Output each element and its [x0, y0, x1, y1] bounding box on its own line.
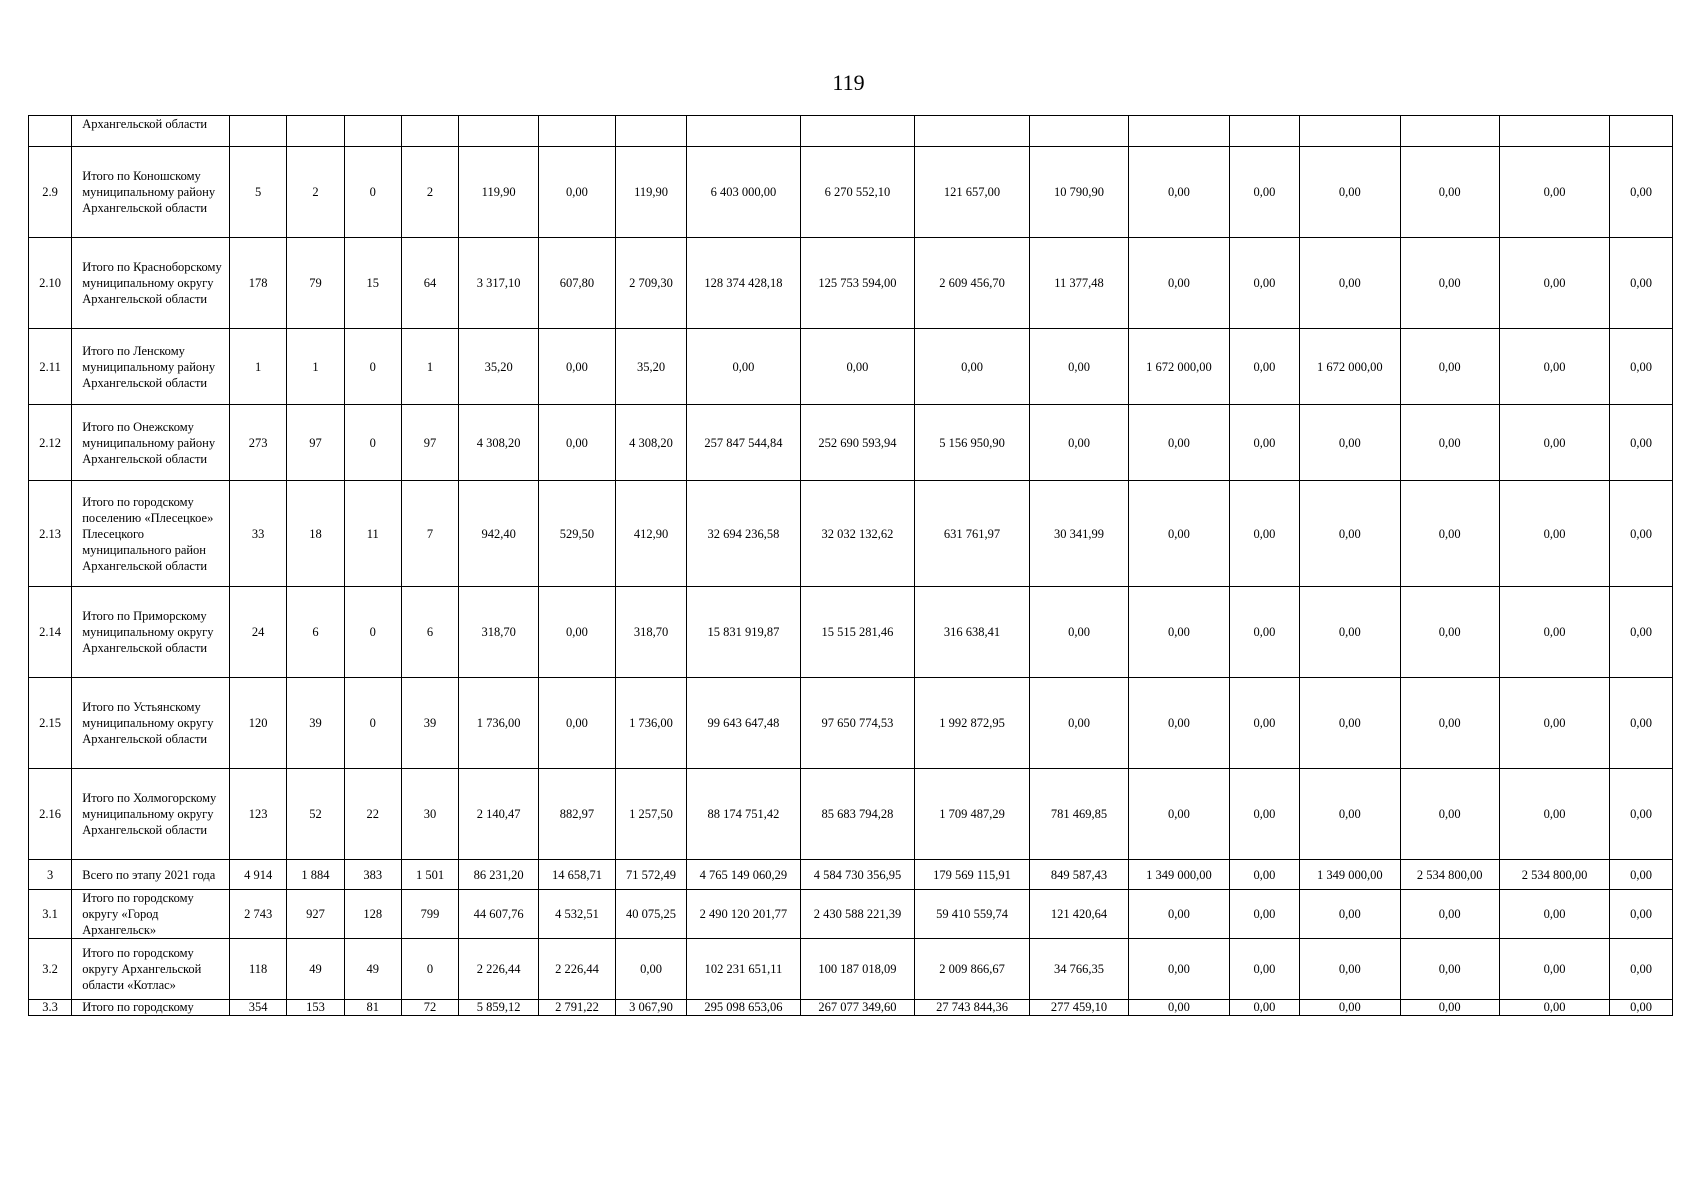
- table-cell: 0,00: [1400, 939, 1499, 1000]
- table-cell: 273: [230, 405, 287, 481]
- table-cell: 102 231 651,11: [687, 939, 800, 1000]
- table-cell: 0,00: [1300, 890, 1401, 939]
- table-cell: 0,00: [1610, 481, 1673, 587]
- table-cell: 0,00: [1499, 238, 1609, 329]
- table-cell: 0,00: [1300, 405, 1401, 481]
- table-cell: 0,00: [687, 329, 800, 405]
- table-cell: 0,00: [1610, 678, 1673, 769]
- table-cell: 15 515 281,46: [800, 587, 915, 678]
- table-cell: 1 736,00: [615, 678, 686, 769]
- table-cell: 1 349 000,00: [1300, 860, 1401, 890]
- row-name: Всего по этапу 2021 года: [72, 860, 230, 890]
- table-cell: 128: [344, 890, 401, 939]
- table-cell: 1 884: [287, 860, 344, 890]
- table-cell: [459, 116, 539, 147]
- row-number: 2.15: [29, 678, 72, 769]
- table-cell: 11: [344, 481, 401, 587]
- table-cell: 24: [230, 587, 287, 678]
- table-cell: 85 683 794,28: [800, 769, 915, 860]
- table-cell: 0,00: [1300, 769, 1401, 860]
- table-cell: 0,00: [1400, 405, 1499, 481]
- table-row: [29, 1000, 1673, 1016]
- table-cell: 71 572,49: [615, 860, 686, 890]
- table-cell: 0,00: [1610, 587, 1673, 678]
- table-cell: 0,00: [615, 939, 686, 1000]
- table-cell: 0,00: [1499, 405, 1609, 481]
- table-cell: 0,00: [1129, 1000, 1230, 1016]
- table-cell: 0,00: [539, 329, 616, 405]
- row-name: Итого по Устьянскому муниципальному округу Архангельской области: [72, 678, 230, 769]
- table-cell: 99 643 647,48: [687, 678, 800, 769]
- table-cell: 125 753 594,00: [800, 238, 915, 329]
- table-cell: 0,00: [1499, 678, 1609, 769]
- table-cell: 64: [401, 238, 458, 329]
- table-cell: 121 657,00: [915, 147, 1030, 238]
- table-cell: 4 914: [230, 860, 287, 890]
- table-row: [29, 405, 1673, 481]
- table-cell: 0,00: [1499, 587, 1609, 678]
- table-cell: 22: [344, 769, 401, 860]
- table-cell: 0,00: [1229, 678, 1299, 769]
- table-cell: 383: [344, 860, 401, 890]
- row-name: Итого по городскому поселению «Плесецкое» Плесецкого муниципального район Архангельской области: [72, 481, 230, 587]
- table-cell: 0,00: [1499, 1000, 1609, 1016]
- table-cell: 2 609 456,70: [915, 238, 1030, 329]
- table-cell: 252 690 593,94: [800, 405, 915, 481]
- table-cell: 0,00: [1029, 405, 1128, 481]
- table-cell: [287, 116, 344, 147]
- row-name: Итого по Красноборскому муниципальному округу Архангельской области: [72, 238, 230, 329]
- table-cell: 4 765 149 060,29: [687, 860, 800, 890]
- table-cell: 2 791,22: [539, 1000, 616, 1016]
- table-cell: 1: [401, 329, 458, 405]
- table-cell: 7: [401, 481, 458, 587]
- table-cell: 2 430 588 221,39: [800, 890, 915, 939]
- table-cell: 2 226,44: [459, 939, 539, 1000]
- table-cell: 1 992 872,95: [915, 678, 1030, 769]
- table-cell: 607,80: [539, 238, 616, 329]
- table-cell: 0,00: [1400, 238, 1499, 329]
- table-cell: 0,00: [539, 678, 616, 769]
- table-cell: 2 534 800,00: [1499, 860, 1609, 890]
- table-cell: 0,00: [1300, 587, 1401, 678]
- table-cell: 15: [344, 238, 401, 329]
- table-cell: 0: [344, 405, 401, 481]
- table-cell: 0,00: [1610, 329, 1673, 405]
- table-cell: 27 743 844,36: [915, 1000, 1030, 1016]
- table-cell: 100 187 018,09: [800, 939, 915, 1000]
- table-cell: 0,00: [1229, 860, 1299, 890]
- table-cell: 0,00: [1400, 890, 1499, 939]
- table-cell: 120: [230, 678, 287, 769]
- row-name: Итого по Ленскому муниципальному району Архангельской области: [72, 329, 230, 405]
- table-cell: 10 790,90: [1029, 147, 1128, 238]
- table-cell: 0,00: [1229, 890, 1299, 939]
- table-cell: 0,00: [539, 147, 616, 238]
- table-cell: 49: [344, 939, 401, 1000]
- table-cell: 1: [230, 329, 287, 405]
- table-row: [29, 769, 1673, 860]
- table-cell: 97 650 774,53: [800, 678, 915, 769]
- table-cell: 0,00: [1129, 481, 1230, 587]
- table-cell: 32 694 236,58: [687, 481, 800, 587]
- row-number: 3.3: [29, 1000, 72, 1016]
- table-cell: 0,00: [1400, 329, 1499, 405]
- table-cell: 412,90: [615, 481, 686, 587]
- row-number: 3.2: [29, 939, 72, 1000]
- table-cell: 6 270 552,10: [800, 147, 915, 238]
- table-row: [29, 587, 1673, 678]
- row-number: 2.16: [29, 769, 72, 860]
- table-cell: 0,00: [1610, 769, 1673, 860]
- table-cell: 0,00: [1129, 147, 1230, 238]
- table-cell: 15 831 919,87: [687, 587, 800, 678]
- table-cell: 0,00: [1029, 587, 1128, 678]
- row-number: 2.12: [29, 405, 72, 481]
- table-cell: 0,00: [1300, 1000, 1401, 1016]
- table-cell: 257 847 544,84: [687, 405, 800, 481]
- table-cell: 88 174 751,42: [687, 769, 800, 860]
- row-number: 2.14: [29, 587, 72, 678]
- table-cell: [1229, 116, 1299, 147]
- table-cell: 0: [344, 329, 401, 405]
- table-cell: 14 658,71: [539, 860, 616, 890]
- row-name: Итого по городскому округу «Город Архангельск»: [72, 890, 230, 939]
- table-cell: 354: [230, 1000, 287, 1016]
- table-cell: 0: [344, 678, 401, 769]
- data-table: [28, 115, 1673, 1016]
- table-cell: [687, 116, 800, 147]
- table-cell: 529,50: [539, 481, 616, 587]
- row-name: Итого по Онежскому муниципальному району Архангельской области: [72, 405, 230, 481]
- table-cell: [615, 116, 686, 147]
- table-cell: 2 226,44: [539, 939, 616, 1000]
- table-cell: 0,00: [1129, 769, 1230, 860]
- table-cell: 0,00: [1129, 939, 1230, 1000]
- table-cell: 30: [401, 769, 458, 860]
- table-cell: 0,00: [1499, 147, 1609, 238]
- table-cell: 79: [287, 238, 344, 329]
- table-cell: 5 859,12: [459, 1000, 539, 1016]
- table-cell: 0,00: [1400, 769, 1499, 860]
- table-row: [29, 116, 1673, 147]
- table-cell: 0,00: [1610, 860, 1673, 890]
- table-row: [29, 939, 1673, 1000]
- table-cell: 1: [287, 329, 344, 405]
- table-cell: 0,00: [1400, 481, 1499, 587]
- table-cell: 318,70: [459, 587, 539, 678]
- table-cell: 0,00: [1129, 405, 1230, 481]
- table-cell: 0,00: [1610, 147, 1673, 238]
- table-cell: 0,00: [1029, 678, 1128, 769]
- table-cell: 2 743: [230, 890, 287, 939]
- table-cell: 2 709,30: [615, 238, 686, 329]
- table-cell: 0,00: [1129, 238, 1230, 329]
- table-cell: 0,00: [1400, 147, 1499, 238]
- table-cell: 2: [401, 147, 458, 238]
- table-cell: 119,90: [615, 147, 686, 238]
- table-cell: 0,00: [1229, 769, 1299, 860]
- table-cell: 0,00: [1499, 481, 1609, 587]
- table-row: [29, 678, 1673, 769]
- table-cell: 2 009 866,67: [915, 939, 1030, 1000]
- row-number: 2.13: [29, 481, 72, 587]
- table-cell: 0,00: [1229, 329, 1299, 405]
- table-cell: 0: [344, 147, 401, 238]
- row-number: [29, 116, 72, 147]
- row-number: 2.10: [29, 238, 72, 329]
- table-cell: 0: [344, 587, 401, 678]
- table-cell: 52: [287, 769, 344, 860]
- table-cell: 1 672 000,00: [1300, 329, 1401, 405]
- table-cell: 0,00: [1400, 587, 1499, 678]
- table-cell: 49: [287, 939, 344, 1000]
- table-cell: 33: [230, 481, 287, 587]
- table-cell: 35,20: [615, 329, 686, 405]
- table-cell: 0,00: [1610, 890, 1673, 939]
- table-cell: 32 032 132,62: [800, 481, 915, 587]
- table-cell: 2: [287, 147, 344, 238]
- table-cell: 59 410 559,74: [915, 890, 1030, 939]
- table-cell: [915, 116, 1030, 147]
- table-row: [29, 890, 1673, 939]
- table-cell: [1300, 116, 1401, 147]
- table-cell: 1 501: [401, 860, 458, 890]
- table-cell: 4 308,20: [615, 405, 686, 481]
- table-cell: 39: [287, 678, 344, 769]
- row-number: 2.9: [29, 147, 72, 238]
- row-number: 2.11: [29, 329, 72, 405]
- row-name: Итого по городскому округу Архангельской области «Котлас»: [72, 939, 230, 1000]
- table-cell: 2 490 120 201,77: [687, 890, 800, 939]
- table-row: [29, 860, 1673, 890]
- table-cell: 0,00: [1229, 238, 1299, 329]
- page-number: 119: [832, 70, 865, 95]
- table-cell: 153: [287, 1000, 344, 1016]
- table-cell: 0,00: [1129, 678, 1230, 769]
- table-cell: 3 067,90: [615, 1000, 686, 1016]
- table-cell: 0,00: [1129, 890, 1230, 939]
- row-name: Итого по Коношскому муниципальному району Архангельской области: [72, 147, 230, 238]
- table-cell: 0,00: [1400, 678, 1499, 769]
- table-cell: 0,00: [1610, 939, 1673, 1000]
- table-cell: [539, 116, 616, 147]
- table-cell: 277 459,10: [1029, 1000, 1128, 1016]
- table-cell: 1 672 000,00: [1129, 329, 1230, 405]
- table-cell: 86 231,20: [459, 860, 539, 890]
- table-cell: [1499, 116, 1609, 147]
- table-cell: 119,90: [459, 147, 539, 238]
- table-cell: 97: [401, 405, 458, 481]
- table-cell: 97: [287, 405, 344, 481]
- table-cell: 123: [230, 769, 287, 860]
- table-cell: 6: [287, 587, 344, 678]
- table-row: [29, 147, 1673, 238]
- table-cell: 0,00: [1610, 405, 1673, 481]
- table-cell: 0,00: [1499, 769, 1609, 860]
- table-cell: 128 374 428,18: [687, 238, 800, 329]
- table-cell: 11 377,48: [1029, 238, 1128, 329]
- table-cell: 18: [287, 481, 344, 587]
- table-cell: 5 156 950,90: [915, 405, 1030, 481]
- table-row: [29, 329, 1673, 405]
- table-cell: 0,00: [1229, 405, 1299, 481]
- table-cell: 295 098 653,06: [687, 1000, 800, 1016]
- table-cell: 0,00: [800, 329, 915, 405]
- table-cell: 118: [230, 939, 287, 1000]
- table-cell: 39: [401, 678, 458, 769]
- table-row: [29, 481, 1673, 587]
- table-cell: 121 420,64: [1029, 890, 1128, 939]
- table-cell: 4 308,20: [459, 405, 539, 481]
- table-cell: 0,00: [539, 587, 616, 678]
- table-cell: 1 709 487,29: [915, 769, 1030, 860]
- table-cell: 44 607,76: [459, 890, 539, 939]
- table-cell: 781 469,85: [1029, 769, 1128, 860]
- row-number: 3: [29, 860, 72, 890]
- table-cell: 0,00: [1229, 481, 1299, 587]
- table-cell: 6: [401, 587, 458, 678]
- table-cell: 631 761,97: [915, 481, 1030, 587]
- table-cell: 318,70: [615, 587, 686, 678]
- table-cell: 1 257,50: [615, 769, 686, 860]
- table-cell: 316 638,41: [915, 587, 1030, 678]
- table-cell: 0,00: [1229, 587, 1299, 678]
- table-cell: 1 736,00: [459, 678, 539, 769]
- table-cell: 927: [287, 890, 344, 939]
- row-name: Итого по городскому: [72, 1000, 230, 1016]
- table-cell: 4 532,51: [539, 890, 616, 939]
- table-cell: 0,00: [1499, 890, 1609, 939]
- table-cell: 0,00: [1499, 939, 1609, 1000]
- table-cell: [800, 116, 915, 147]
- row-name: Итого по Приморскому муниципальному округу Архангельской области: [72, 587, 230, 678]
- table-cell: 2 534 800,00: [1400, 860, 1499, 890]
- table-cell: [344, 116, 401, 147]
- table-cell: 942,40: [459, 481, 539, 587]
- table-cell: 1 349 000,00: [1129, 860, 1230, 890]
- row-number: 3.1: [29, 890, 72, 939]
- row-name: Итого по Холмогорскому муниципальному округу Архангельской области: [72, 769, 230, 860]
- table-cell: 0,00: [1300, 939, 1401, 1000]
- table-cell: 30 341,99: [1029, 481, 1128, 587]
- table-cell: 0,00: [1229, 147, 1299, 238]
- table-cell: 2 140,47: [459, 769, 539, 860]
- table-cell: [230, 116, 287, 147]
- table-cell: 0,00: [539, 405, 616, 481]
- table-cell: 849 587,43: [1029, 860, 1128, 890]
- table-cell: 0,00: [1229, 1000, 1299, 1016]
- table-cell: 4 584 730 356,95: [800, 860, 915, 890]
- table-row: [29, 238, 1673, 329]
- table-cell: [1400, 116, 1499, 147]
- table-cell: 34 766,35: [1029, 939, 1128, 1000]
- table-cell: 0: [401, 939, 458, 1000]
- table-cell: 0,00: [1300, 238, 1401, 329]
- table-cell: 179 569 115,91: [915, 860, 1030, 890]
- table-cell: 6 403 000,00: [687, 147, 800, 238]
- table-cell: 0,00: [915, 329, 1030, 405]
- table-cell: 267 077 349,60: [800, 1000, 915, 1016]
- table-cell: 799: [401, 890, 458, 939]
- table-cell: 0,00: [1300, 678, 1401, 769]
- table-cell: [1029, 116, 1128, 147]
- table-cell: [1129, 116, 1230, 147]
- table-cell: 81: [344, 1000, 401, 1016]
- table-cell: [1610, 116, 1673, 147]
- table-cell: 0,00: [1129, 587, 1230, 678]
- table-cell: 0,00: [1300, 481, 1401, 587]
- table-cell: 0,00: [1499, 329, 1609, 405]
- table-cell: 0,00: [1300, 147, 1401, 238]
- table-cell: 0,00: [1610, 238, 1673, 329]
- table-cell: 0,00: [1610, 1000, 1673, 1016]
- table-cell: 882,97: [539, 769, 616, 860]
- table-cell: 3 317,10: [459, 238, 539, 329]
- table-cell: [401, 116, 458, 147]
- table-cell: 0,00: [1400, 1000, 1499, 1016]
- table-cell: 40 075,25: [615, 890, 686, 939]
- table-cell: 0,00: [1029, 329, 1128, 405]
- table-cell: 5: [230, 147, 287, 238]
- row-name: Архангельской области: [72, 116, 230, 147]
- table-cell: 72: [401, 1000, 458, 1016]
- table-cell: 178: [230, 238, 287, 329]
- table-cell: 35,20: [459, 329, 539, 405]
- table-cell: 0,00: [1229, 939, 1299, 1000]
